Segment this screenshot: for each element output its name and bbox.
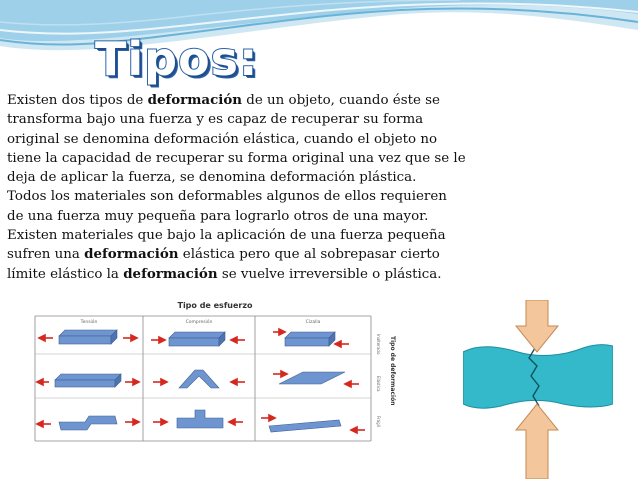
col-label-tension: Tensión: [80, 320, 98, 325]
side-label: Tipo de deformación: [389, 336, 396, 406]
col-label-shear: Cizalla: [305, 320, 321, 325]
row-label-3: Frágil: [376, 416, 381, 427]
table-header: Tipo de esfuerzo: [177, 301, 253, 310]
row-label-2: Elástica: [376, 376, 381, 392]
col-label-compression: Compresión: [185, 320, 213, 325]
paragraph-2: Todos los materiales son deformables algunos de ellos requieren de una fuerza muy pequeña para lograrlo otros de una mayor. Existen materiales que bajo la aplicación de una fuerza pequeña sufren una deformación elástica pero que al sobrepasar cierto límite elástico la deformación se vuelve irreversible o plástica.: [7, 189, 447, 282]
body-text: [7, 91, 467, 284]
paragraph-1: Existen dos tipos de deformación de un objeto, cuando éste se transforma bajo una fuerza y es capaz de recuperar su forma original se denomina deformación elástica, cuando el objeto no tiene la capacidad de recuperar su forma original una vez que se le deja de aplicar la fuerza, se denomina deformación plástica.: [7, 92, 466, 186]
deformation-types-table-image: [29, 296, 401, 446]
slide-title: Tipos:: [95, 32, 259, 86]
deformation-diagram-image: [463, 300, 613, 479]
row-label-1: Inalterado: [376, 334, 381, 355]
